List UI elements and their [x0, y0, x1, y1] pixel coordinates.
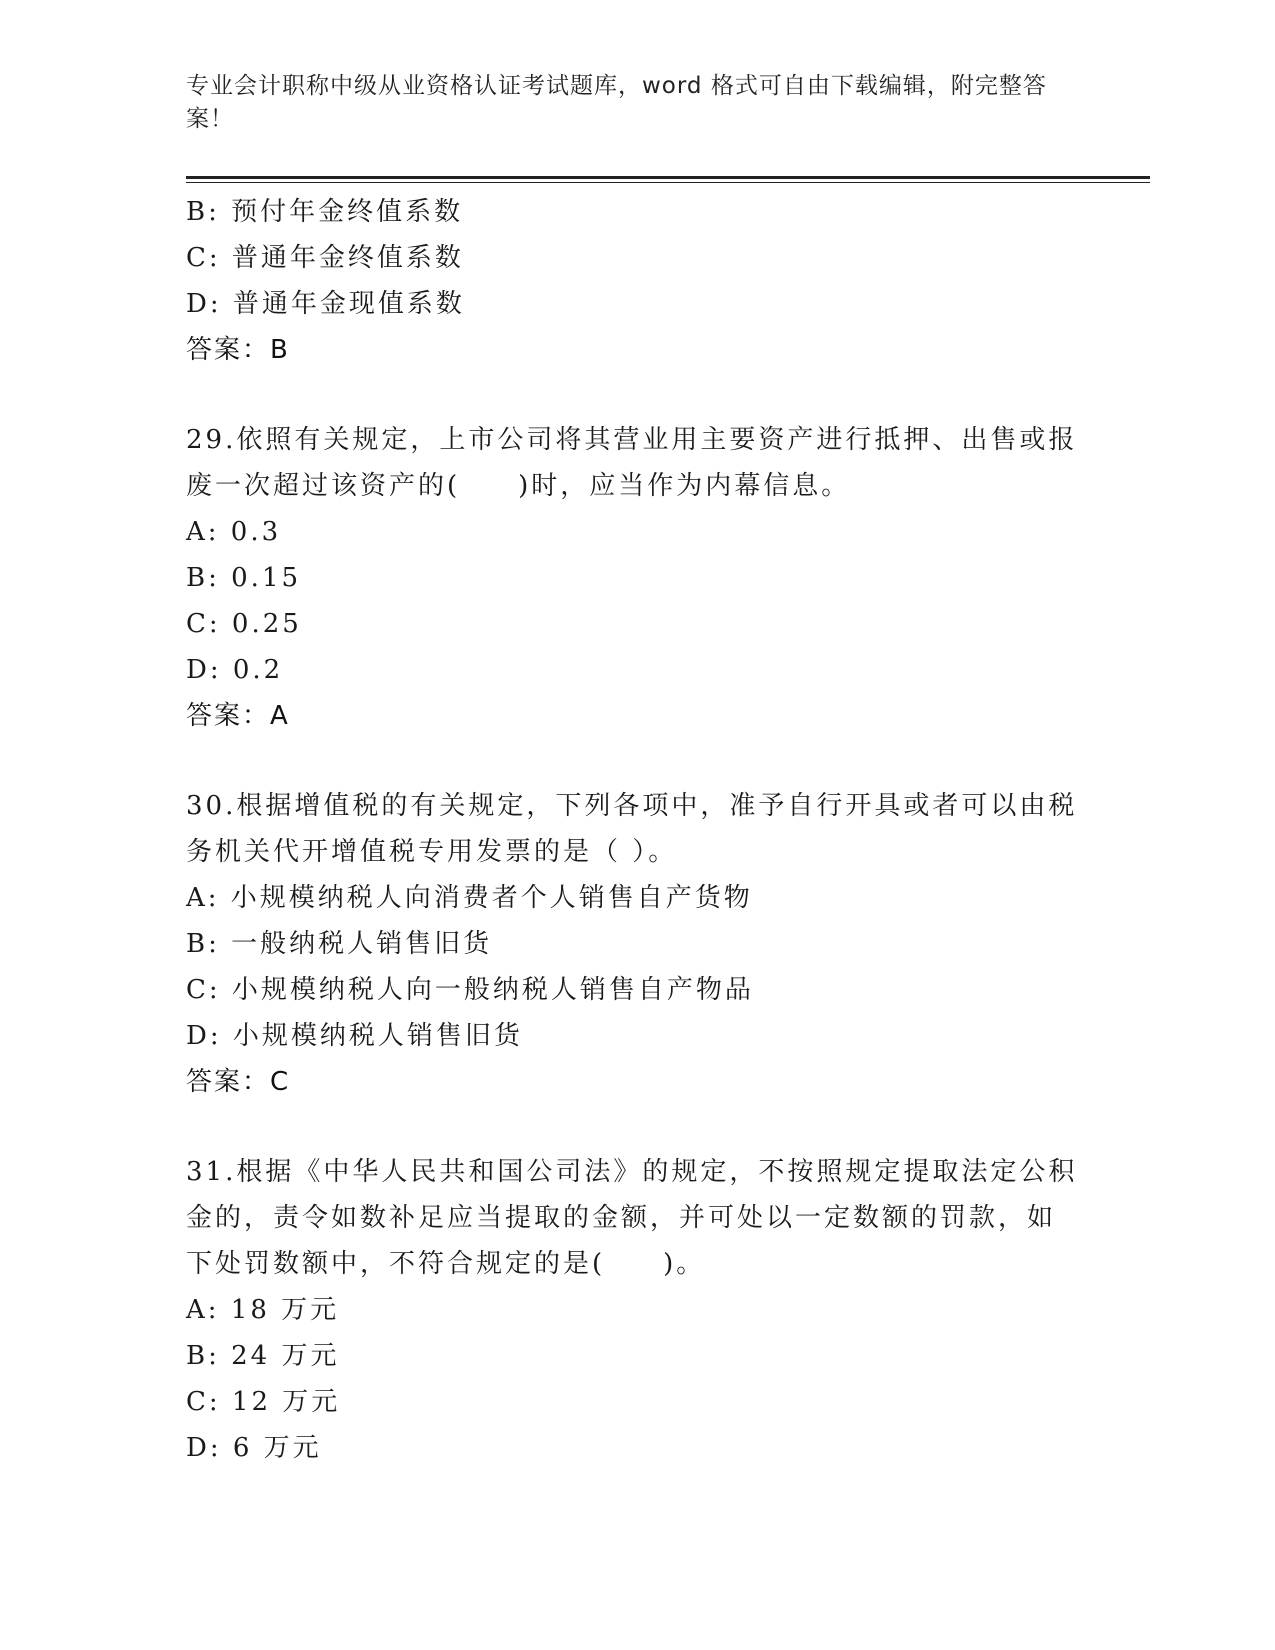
- stem-line: 29.依照有关规定，上市公司将其营业用主要资产进行抵押、出售或报: [186, 425, 1078, 455]
- spacer: [186, 739, 1086, 783]
- option-a: A: 0.3: [186, 517, 282, 547]
- option-b: B: 24 万元: [186, 1341, 340, 1371]
- question-stem: [186, 783, 1086, 875]
- option-c: C: 12 万元: [186, 1387, 341, 1417]
- question-28-tail: [186, 189, 1086, 373]
- header-rule-thick: [186, 176, 1150, 179]
- question-30: [186, 783, 1086, 1105]
- header-line-2: 案！: [186, 106, 234, 132]
- page-header: [186, 70, 1066, 136]
- option-c: C: 小规模纳税人向一般纳税人销售自产物品: [186, 975, 754, 1005]
- header-rule-thin: [186, 182, 1150, 183]
- answer-label: 答案：A: [186, 701, 290, 731]
- spacer: [186, 1105, 1086, 1149]
- option-a: A: 小规模纳税人向消费者个人销售自产货物: [186, 883, 753, 913]
- stem-line: 务机关代开增值税专用发票的是（ ）。: [186, 837, 678, 867]
- option-c: C: 普通年金终值系数: [186, 243, 464, 273]
- question-list: [186, 189, 1086, 1471]
- option-d: D: 普通年金现值系数: [186, 289, 465, 319]
- option-d: D: 小规模纳税人销售旧货: [186, 1021, 523, 1051]
- option-b: B: 预付年金终值系数: [186, 197, 464, 227]
- question-stem: [186, 417, 1086, 509]
- option-a: A: 18 万元: [186, 1295, 340, 1325]
- answer-label: 答案：B: [186, 335, 290, 365]
- question-29: [186, 417, 1086, 739]
- option-d: D: 0.2: [186, 655, 284, 685]
- option-b: B: 0.15: [186, 563, 302, 593]
- question-stem: [186, 1149, 1086, 1287]
- stem-line: 金的，责令如数补足应当提取的金额，并可处以一定数额的罚款，如: [186, 1203, 1057, 1233]
- header-line-1: 专业会计职称中级从业资格认证考试题库，word 格式可自由下载编辑，附完整答: [186, 73, 1047, 99]
- option-d: D: 6 万元: [186, 1433, 322, 1463]
- question-31: [186, 1149, 1086, 1471]
- option-b: B: 一般纳税人销售旧货: [186, 929, 493, 959]
- stem-line: 31.根据《中华人民共和国公司法》的规定，不按照规定提取法定公积: [186, 1157, 1078, 1187]
- stem-line: 下处罚数额中，不符合规定的是( )。: [186, 1249, 706, 1279]
- answer-label: 答案：C: [186, 1067, 291, 1097]
- option-c: C: 0.25: [186, 609, 302, 639]
- stem-line: 废一次超过该资产的( )时，应当作为内幕信息。: [186, 471, 851, 501]
- stem-line: 30.根据增值税的有关规定，下列各项中，准予自行开具或者可以由税: [186, 791, 1078, 821]
- spacer: [186, 373, 1086, 417]
